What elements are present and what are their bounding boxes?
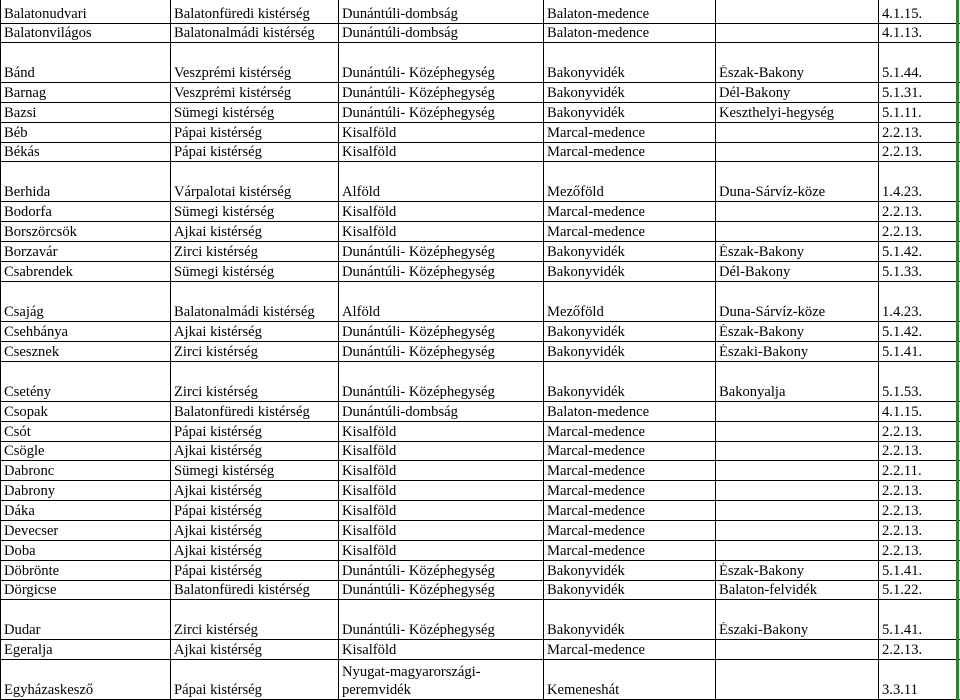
table-row [0,422,960,442]
settlement-cell: Bodorfa [4,204,52,220]
code-cell: 2.2.13. [882,483,923,499]
code-cell: 1.4.23. [882,184,923,200]
code-cell: 3.3.11 [882,682,918,698]
code-cell: 5.1.31. [882,85,923,101]
settlement-cell: Dabrony [4,483,56,499]
landscape-cell: Balaton-medence [547,25,650,41]
settlement-cell: Döbrönte [4,563,60,579]
landscape-cell: Marcal-medence [547,642,646,658]
region-cell: Kisalföld [342,424,397,440]
landscape-cell: Bakonyvidék [547,264,625,280]
settlement-cell: Dudar [4,622,41,638]
microregion-cell: Észak-Bakony [719,65,805,81]
settlement-cell: Bánd [4,65,35,81]
code-cell: 2.2.11. [882,463,922,479]
region-cell: Dunántúli- Középhegység [342,344,495,360]
region-cell: Alföld [342,304,381,320]
subregion-cell: Veszprémi kistérség [174,85,292,101]
region-cell: Kisalföld [342,443,397,459]
code-cell: 2.2.13. [882,424,923,440]
region-cell: Dunántúli- Középhegység [342,384,495,400]
landscape-cell: Bakonyvidék [547,85,625,101]
region-cell: Dunántúli- Középhegység [342,622,495,638]
region-cell: Kisalföld [342,642,397,658]
code-cell: 2.2.13. [882,523,923,539]
region-cell: Dunántúli- Középhegység [342,324,495,340]
region-cell: Alföld [342,184,381,200]
code-cell: 5.1.22. [882,582,923,598]
microregion-cell: Balaton-felvidék [719,582,818,598]
subregion-cell: Ajkai kistérség [174,543,262,559]
landscape-cell: Bakonyvidék [547,65,625,81]
subregion-cell: Zirci kistérség [174,344,258,360]
subregion-cell: Pápai kistérség [174,424,262,440]
landscape-cell: Bakonyvidék [547,582,625,598]
microregion-cell: Észak-Bakony [719,563,805,579]
settlement-cell: Egyházaskesző [4,682,94,698]
region-cell: Kisalföld [342,125,397,141]
region-cell: Kisalföld [342,224,397,240]
table-row [0,541,960,561]
subregion-cell: Balatonalmádi kistérség [174,25,315,41]
landscape-cell: Balaton-medence [547,404,650,420]
subregion-cell: Ajkai kistérség [174,483,262,499]
region-cell: Dunántúli- Középhegység [342,264,495,280]
landscape-cell: Marcal-medence [547,204,646,220]
code-cell: 2.2.13. [882,144,923,160]
code-cell: 4.1.13. [882,25,923,41]
code-cell: 5.1.42. [882,324,923,340]
column-divider [715,0,716,700]
region-cell: Kisalföld [342,204,397,220]
landscape-cell: Bakonyvidék [547,622,625,638]
settlement-cell: Devecser [4,523,59,539]
region-cell: Kisalföld [342,543,397,559]
landscape-cell: Marcal-medence [547,144,646,160]
table-row [0,123,960,143]
column-divider [338,0,339,700]
table-row [0,561,960,581]
region-cell: Dunántúli-dombság [342,25,458,41]
table-row [0,322,960,342]
column-divider [543,0,544,700]
table-row [0,182,960,202]
subregion-cell: Ajkai kistérség [174,324,262,340]
subregion-cell: Veszprémi kistérség [174,65,292,81]
table-row [0,481,960,501]
settlement-cell: Balatonvilágos [4,25,92,41]
code-cell: 2.2.13. [882,543,923,559]
settlement-cell: Csehbánya [4,324,69,340]
settlement-cell: Egeralja [4,642,53,658]
subregion-cell: Ajkai kistérség [174,642,262,658]
table-row [0,342,960,362]
table-row [0,501,960,521]
code-cell: 1.4.23. [882,304,923,320]
table-row [0,202,960,222]
table-row [0,402,960,422]
table-row [0,262,960,282]
landscape-cell: Mezőföld [547,184,604,200]
subregion-cell: Balatonfüredi kistérség [174,582,310,598]
landscape-cell: Marcal-medence [547,224,646,240]
subregion-cell: Ajkai kistérség [174,443,262,459]
landscape-cell: Marcal-medence [547,443,646,459]
table-row [0,143,960,162]
table-row [0,222,960,242]
region-cell: Kisalföld [342,503,397,519]
table-row [0,302,960,322]
microregion-cell: Dél-Bakony [719,264,791,280]
landscape-cell: Bakonyvidék [547,105,625,121]
settlement-cell: Barnag [4,85,47,101]
subregion-cell: Pápai kistérség [174,682,262,698]
settlement-cell: Dörgicse [4,582,57,598]
code-cell: 5.1.11. [882,105,922,121]
table-row [0,581,960,600]
table-row [0,442,960,461]
region-cell: Dunántúli- Középhegység [342,563,495,579]
landscape-cell: Marcal-medence [547,125,646,141]
microregion-cell: Északi-Bakony [719,622,809,638]
code-cell: 4.1.15. [882,6,923,22]
region-cell: Kisalföld [342,523,397,539]
column-divider [0,0,1,700]
subregion-cell: Zirci kistérség [174,384,258,400]
subregion-cell: Várpalotai kistérség [174,184,292,200]
settlement-cell: Csopak [4,404,48,420]
code-cell: 2.2.13. [882,224,923,240]
landscape-cell: Bakonyvidék [547,563,625,579]
microregion-cell: Dél-Bakony [719,85,791,101]
settlement-cell: Doba [4,543,36,559]
code-cell: 4.1.15. [882,404,923,420]
column-divider [878,0,879,700]
table-row [0,24,960,43]
region-cell: Dunántúli- Középhegység [342,582,495,598]
microregion-cell: Duna-Sárvíz-köze [719,304,826,320]
microregion-cell: Észak-Bakony [719,244,805,260]
landscape-cell: Bakonyvidék [547,344,625,360]
subregion-cell: Balatonfüredi kistérség [174,404,310,420]
settlement-cell: Dabronc [4,463,55,479]
settlement-cell: Csögle [4,443,45,459]
landscape-cell: Marcal-medence [547,424,646,440]
region-cell: Kisalföld [342,483,397,499]
table-row [0,63,960,83]
table-row [0,0,960,24]
subregion-cell: Sümegi kistérség [174,204,275,220]
region-cell: Kisalföld [342,463,397,479]
region-cell: Kisalföld [342,144,397,160]
subregion-cell: Pápai kistérség [174,503,262,519]
settlement-cell: Csesznek [4,344,60,360]
region-cell: Dunántúli-dombság [342,6,458,22]
code-cell: 2.2.13. [882,204,923,220]
landscape-cell: Bakonyvidék [547,244,625,260]
settlement-cell: Borzavár [4,244,58,260]
region-cell: Dunántúli- Középhegység [342,105,495,121]
table-row [0,461,960,481]
region-cell: Dunántúli- Középhegység [342,65,495,81]
code-cell: 5.1.41. [882,622,923,638]
code-cell: 5.1.33. [882,264,923,280]
landscape-cell: Marcal-medence [547,543,646,559]
landscape-cell: Mezőföld [547,304,604,320]
microregion-cell: Bakonyalja [719,384,786,400]
table-row [0,83,960,103]
settlement-cell: Csót [4,424,31,440]
settlement-cell: Csabrendek [4,264,73,280]
landscape-cell: Balaton-medence [547,6,650,22]
settlement-cell: Borszörcsök [4,224,77,240]
landscape-cell: Kemeneshát [547,682,620,698]
code-cell: 5.1.53. [882,384,923,400]
table-row [0,640,960,660]
table-row [0,103,960,123]
settlement-cell: Berhida [4,184,51,200]
subregion-cell: Sümegi kistérség [174,105,275,121]
microregion-cell: Északi-Bakony [719,344,809,360]
microregion-cell: Keszthelyi-hegység [719,105,835,121]
table-row [0,242,960,262]
region-cell: Nyugat-magyarországi-peremvidék [342,664,481,698]
landscape-cell: Marcal-medence [547,483,646,499]
code-cell: 2.2.13. [882,503,923,519]
subregion-cell: Ajkai kistérség [174,523,262,539]
code-cell: 5.1.41. [882,344,923,360]
settlement-cell: Bazsi [4,105,37,121]
code-cell: 2.2.13. [882,443,923,459]
code-cell: 5.1.44. [882,65,923,81]
sheet-right-edge [956,0,959,700]
region-cell: Dunántúli- Középhegység [342,85,495,101]
table-row [0,382,960,402]
region-cell: Dunántúli-dombság [342,404,458,420]
subregion-cell: Pápai kistérség [174,144,262,160]
subregion-cell: Pápai kistérség [174,125,262,141]
settlement-cell: Békás [4,144,40,160]
subregion-cell: Pápai kistérség [174,563,262,579]
settlement-cell: Béb [4,125,28,141]
subregion-cell: Sümegi kistérség [174,463,275,479]
landscape-cell: Marcal-medence [547,463,646,479]
code-cell: 2.2.13. [882,642,923,658]
table-row [0,620,960,640]
subregion-cell: Balatonfüredi kistérség [174,6,310,22]
column-divider [170,0,171,700]
code-cell: 2.2.13. [882,125,923,141]
landscape-cell: Marcal-medence [547,503,646,519]
microregion-cell: Észak-Bakony [719,324,805,340]
settlement-cell: Balatonudvari [4,6,87,22]
microregion-cell: Duna-Sárvíz-köze [719,184,826,200]
subregion-cell: Ajkai kistérség [174,224,262,240]
table-row [0,660,960,700]
table-row [0,521,960,541]
settlement-cell: Dáka [4,503,35,519]
subregion-cell: Zirci kistérség [174,244,258,260]
subregion-cell: Zirci kistérség [174,622,258,638]
landscape-cell: Marcal-medence [547,523,646,539]
landscape-cell: Bakonyvidék [547,324,625,340]
subregion-cell: Sümegi kistérség [174,264,275,280]
region-cell: Dunántúli- Középhegység [342,244,495,260]
code-cell: 5.1.41. [882,563,923,579]
subregion-cell: Balatonalmádi kistérség [174,304,315,320]
settlement-cell: Csetény [4,384,52,400]
settlement-cell: Csajág [4,304,44,320]
landscape-cell: Bakonyvidék [547,384,625,400]
code-cell: 5.1.42. [882,244,923,260]
